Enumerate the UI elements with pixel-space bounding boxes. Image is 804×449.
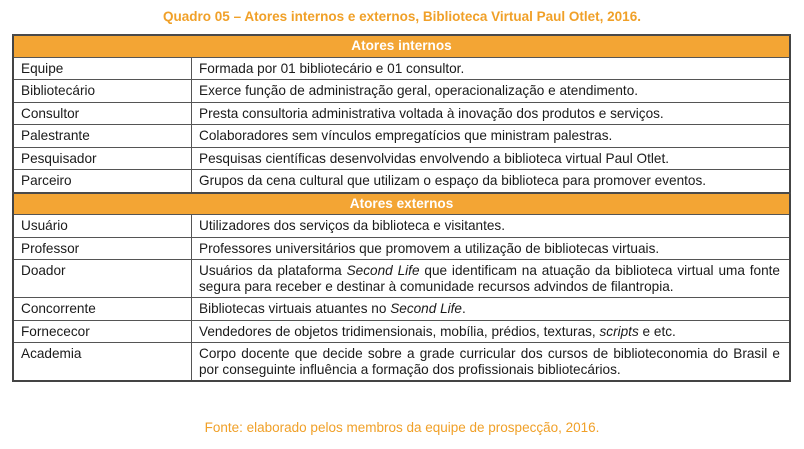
desc-text: Vendedores de objetos tridimensionais, mobília, prédios, texturas, [199,323,600,339]
table-row [13,170,790,193]
desc-text: e etc. [638,323,676,339]
desc-emphasis: Second Life [346,263,420,278]
actor-name: Parceiro [13,170,192,193]
table-row [13,343,790,382]
actor-name: Professor [13,237,192,260]
table-caption: Quadro 05 – Atores internos e externos, Biblioteca Virtual Paul Otlet, 2016. [163,9,641,24]
actor-name: Concorrente [13,298,192,321]
actor-name: Equipe [13,57,192,80]
actor-description: Corpo docente que decide sobre a grade curricular dos cursos de biblioteconomia do Brasil e por conseguinte influência a formação dos profissionais bibliotecários. [192,343,791,382]
table-row [13,57,790,80]
table-row [13,215,790,238]
table-row [13,147,790,170]
desc-text: Usuários da plataforma [199,263,347,278]
actor-name: Bibliotecário [13,80,192,103]
actor-name: Pesquisador [13,147,192,170]
actor-description: Colaboradores sem vínculos empregatícios que ministram palestras. [192,125,791,148]
desc-emphasis: Second Life [390,301,462,316]
section-title: Atores externos [13,193,790,215]
section-header-internal [13,35,790,57]
actor-description [192,260,791,298]
desc-text: que identificam na atuação da biblioteca virtual uma fonte segura para receber e destinar à comunidade recursos advindos de filantropia. [199,263,780,294]
actor-description: Exerce função de administração geral, operacionalização e atendimento. [192,80,791,103]
actor-description: Utilizadores dos serviços da biblioteca e visitantes. [192,215,791,238]
actor-description: Pesquisas científicas desenvolvidas envolvendo a biblioteca virtual Paul Otlet. [192,147,791,170]
table-row [13,298,790,321]
actor-name: Palestrante [13,125,192,148]
desc-emphasis: scripts [599,323,639,339]
table-row [13,102,790,125]
desc-text: . [462,301,466,316]
table-source: Fonte: elaborado pelos membros da equipe de prospecção, 2016. [204,420,600,435]
actor-description [192,320,791,343]
actor-name: Consultor [13,102,192,125]
actor-name: Usuário [13,215,192,238]
desc-text: Bibliotecas virtuais atuantes no [199,301,391,316]
actor-description: Grupos da cena cultural que utilizam o espaço da biblioteca para promover eventos. [192,170,791,193]
actor-name: Academia [13,343,192,382]
table-row [13,80,790,103]
actor-name: Doador [13,260,192,298]
section-title: Atores internos [13,35,790,57]
table-row [13,320,790,343]
table-row [13,125,790,148]
actor-name: Fornececor [13,320,192,343]
actor-description: Formada por 01 bibliotecário e 01 consultor. [192,57,791,80]
section-header-external [13,193,790,215]
actor-description: Professores universitários que promovem a utilização de bibliotecas virtuais. [192,237,791,260]
table-row [13,260,790,298]
actors-table [12,34,791,382]
actor-description: Presta consultoria administrativa voltada à inovação dos produtos e serviços. [192,102,791,125]
table-row [13,237,790,260]
actor-description [192,298,791,321]
